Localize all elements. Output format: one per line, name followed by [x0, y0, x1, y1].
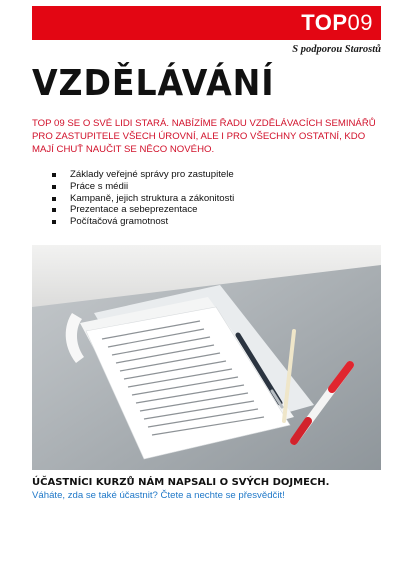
- list-item-label: Prezentace a sebeprezentace: [70, 204, 198, 216]
- page-title: VZDĚLÁVÁNÍ: [32, 63, 275, 104]
- top09-logo: [301, 10, 373, 36]
- logo-bar: [32, 6, 381, 40]
- list-item: [52, 181, 234, 193]
- testimonials-link[interactable]: Váháte, zda se také účastnit? Čtete a nechte se přesvědčit!: [32, 490, 285, 501]
- list-item-label: Počítačová gramotnost: [70, 216, 169, 228]
- list-item: [52, 169, 234, 181]
- bullet-square-icon: [52, 197, 56, 201]
- list-item-label: Základy veřejné správy pro zastupitele: [70, 169, 234, 180]
- list-item: [52, 216, 234, 228]
- list-item-label: Kampaně, jejich struktura a zákonitosti: [70, 192, 235, 204]
- bullet-square-icon: [52, 185, 56, 189]
- logo-number-text: 09: [347, 10, 373, 35]
- testimonials-heading: ÚČASTNÍCI KURZŮ NÁM NAPSALI O SVÝCH DOJMECH.: [32, 477, 330, 488]
- list-item-label: Práce s médii: [70, 180, 129, 192]
- bullet-square-icon: [52, 220, 56, 224]
- bullet-square-icon: [52, 208, 56, 212]
- bullet-square-icon: [52, 173, 56, 177]
- intro-paragraph: TOP 09 SE O SVÉ LIDI STARÁ. NABÍZÍME ŘADU VZDĚLÁVACÍCH SEMINÁŘŮ PRO ZASTUPITELE VŠECH ÚROVNÍ, ALE I PRO VŠECHNY OSTATNÍ, KDO MAJÍ CHUŤ NAUČIT SE NĚCO NOVÉHO.: [32, 118, 376, 155]
- list-item: [52, 204, 234, 216]
- documents-with-pens-illustration: [32, 245, 381, 470]
- logo-top-text: TOP: [301, 10, 348, 35]
- documents-photo: [32, 245, 381, 470]
- list-item: [52, 193, 234, 205]
- course-list: [52, 169, 234, 228]
- tagline: S podporou Starostů: [292, 44, 381, 55]
